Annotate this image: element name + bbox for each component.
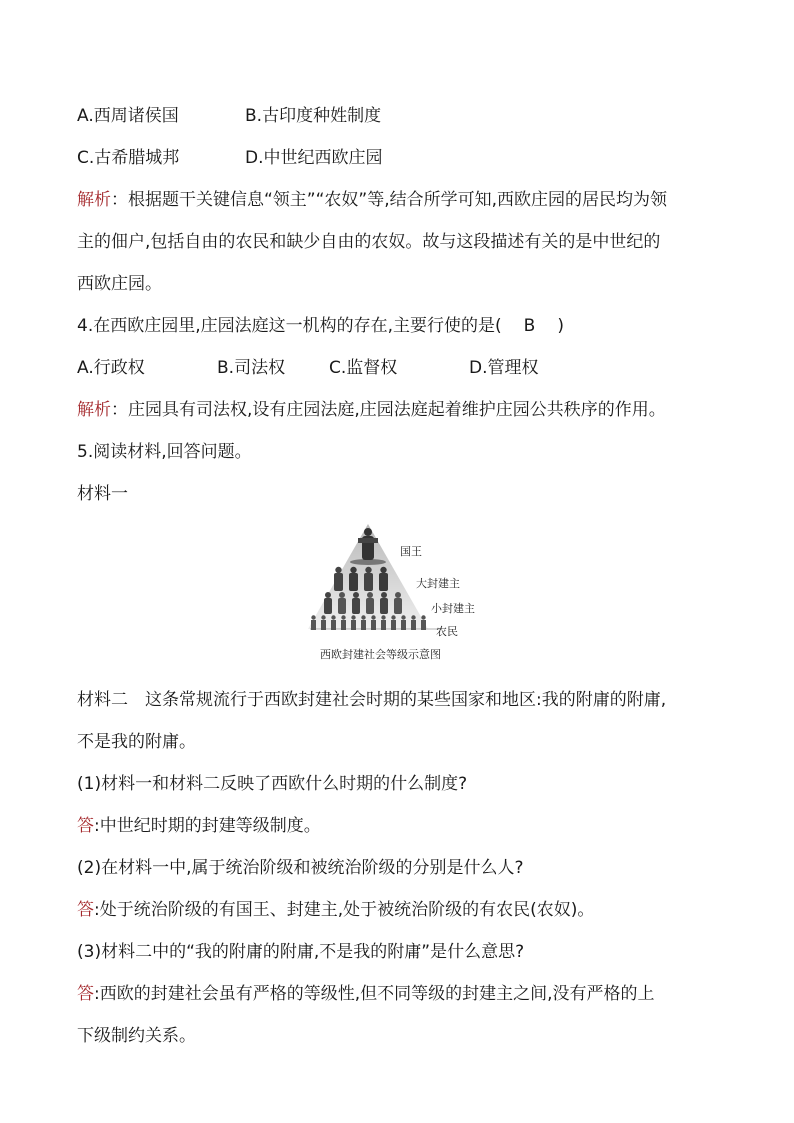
q5-sub1-answer-text: :中世纪时期的封建等级制度。 [94,816,321,836]
q4-stem [77,314,564,338]
q4-option-d: D.管理权 [469,358,539,378]
q5-sub2-answer-label: 答 [77,900,94,920]
q5-sub1-question: (1)材料一和材料二反映了西欧什么时期的什么制度? [77,774,468,794]
level-label-peasants: 农民 [436,625,458,638]
q3-option-d: D.中世纪西欧庄园 [245,148,383,168]
q4-stem-prefix: 4.在西欧庄园里,庄园法庭这一机构的存在,主要行使的是( [77,316,502,336]
q3-analysis-line-3: 西欧庄园。 [77,274,162,294]
q5-material2-line-2: 不是我的附庸。 [77,732,196,752]
q3-option-b: B.古印度种姓制度 [245,106,382,126]
q5-sub2-question: (2)在材料一中,属于统治阶级和被统治阶级的分别是什么人? [77,858,524,878]
q4-analysis-label: 解析 [77,400,111,420]
figure-caption: 西欧封建社会等级示意图 [320,648,441,661]
q5-sub1-answer [77,814,321,838]
q5-sub2-answer [77,898,594,922]
q4-answer: B [523,316,536,336]
hierarchy-figure [300,516,500,666]
level-label-great-lords: 大封建主 [416,577,460,590]
q3-options-row-1 [77,104,381,128]
hierarchy-pyramid-svg [300,516,500,666]
q5-sub3-answer-text-1: :西欧的封建社会虽有严格的等级性,但不同等级的封建主之间,没有严格的上 [94,984,655,1004]
q3-option-a: A.西周诸侯国 [77,106,179,126]
q3-analysis-line-1 [77,188,667,212]
q4-option-a: A.行政权 [77,358,145,378]
q3-option-c: C.古希腊城邦 [77,148,180,168]
q5-sub3-answer-line-1 [77,982,655,1006]
q5-material2-line-1: 材料二 这条常规流行于西欧封建社会时期的某些国家和地区:我的附庸的附庸, [77,690,667,710]
q5-sub2-answer-text: :处于统治阶级的有国王、封建主,处于被统治阶级的有农民(农奴)。 [94,900,595,920]
q4-option-c: C.监督权 [329,358,398,378]
q4-analysis-text: ：庄园具有司法权,设有庄园法庭,庄园法庭起着维护庄园公共秩序的作用。 [111,400,666,420]
q5-material1-label: 材料一 [77,484,128,504]
q5-sub1-answer-label: 答 [77,816,94,836]
level-label-king: 国王 [400,545,422,558]
q4-analysis [77,398,666,422]
q3-analysis-line-2: 主的佃户,包括自由的农民和缺少自由的农奴。故与这段描述有关的是中世纪的 [77,232,661,252]
q4-options-row [77,356,539,380]
q5-sub3-answer-label: 答 [77,984,94,1004]
q4-stem-suffix: ) [557,316,564,336]
q5-sub3-question: (3)材料二中的“我的附庸的附庸,不是我的附庸”是什么意思? [77,942,525,962]
q3-analysis-label: 解析 [77,190,111,210]
q3-options-row-2 [77,146,383,170]
q4-option-b: B.司法权 [217,358,286,378]
q5-sub3-answer-line-2: 下级制约关系。 [77,1026,196,1046]
q3-analysis-text-1: ：根据题干关键信息“领主”“农奴”等,结合所学可知,西欧庄园的居民均为领 [111,190,668,210]
level-label-lesser-lords: 小封建主 [431,602,475,615]
q5-stem: 5.阅读材料,回答问题。 [77,442,252,462]
